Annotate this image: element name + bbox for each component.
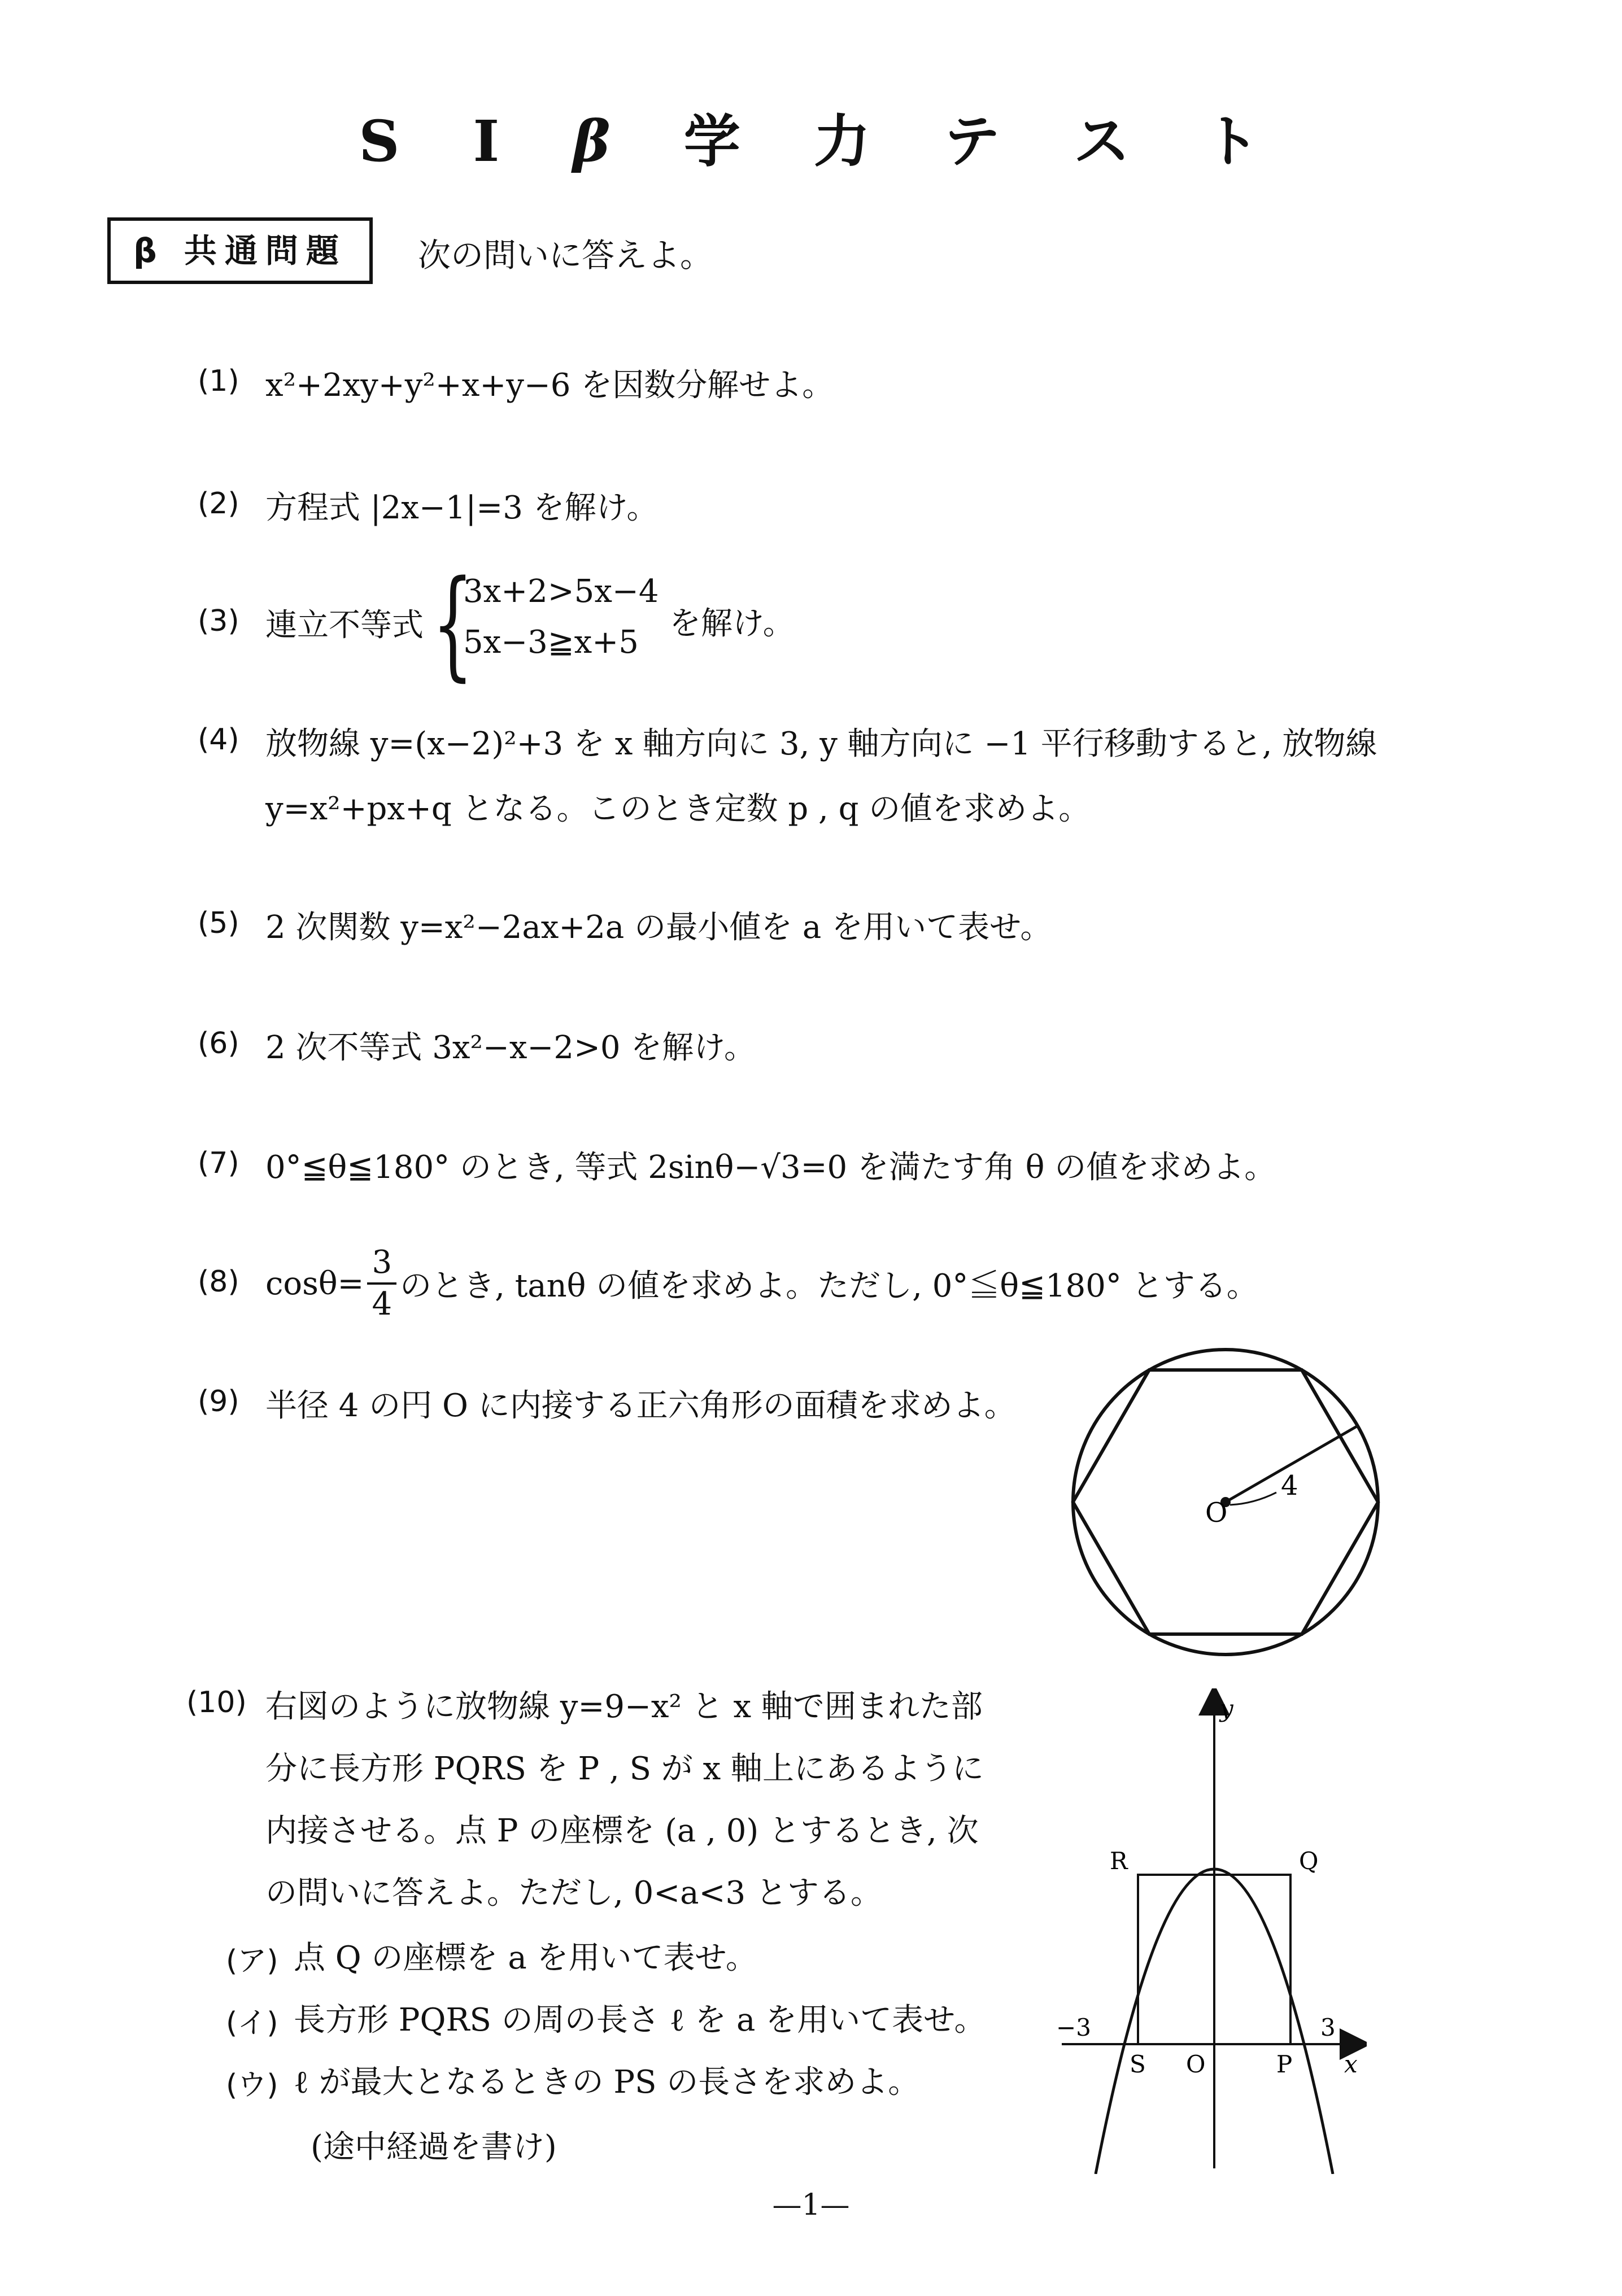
- title-char: 力: [813, 108, 874, 174]
- parabola-figure: [1050, 1688, 1367, 2174]
- question-number: (5): [198, 906, 239, 940]
- title-char: S: [359, 108, 403, 174]
- hexagon-figure: [1067, 1347, 1384, 1663]
- question-10-line3: 内接させる。点 P の座標を (a , 0) とするとき, 次: [265, 1813, 979, 1849]
- section-label-box: β 共通問題: [107, 217, 373, 284]
- question-10-line4: の問いに答えよ。ただし, 0<a<3 とする。: [265, 1875, 882, 1911]
- subquestion-c-text: ℓ が最大となるときの PS の長さを求めよ。: [294, 2064, 920, 2101]
- page-title: [0, 96, 1622, 177]
- y-axis-label: y: [1220, 1695, 1233, 1722]
- question-7-text: 0°≦θ≦180° のとき, 等式 2sinθ−√3=0 を満たす角 θ の値を求めよ。: [265, 1149, 1276, 1186]
- radius-label: 4: [1281, 1470, 1298, 1501]
- question-number: (10): [186, 1686, 247, 1719]
- fraction: [367, 1243, 396, 1324]
- label-plus-3: 3: [1320, 2014, 1336, 2041]
- question-8-rest: のとき, tanθ の値を求めよ。ただし, 0°≦θ≦180° とする。: [400, 1268, 1258, 1304]
- subquestion-a-text: 点 Q の座標を a を用いて表せ。: [294, 1940, 757, 1976]
- question-2-text: 方程式 |2x−1|=3 を解け。: [265, 490, 659, 526]
- question-6-text: 2 次不等式 3x²−x−2>0 を解け。: [265, 1029, 756, 1066]
- question-number: (2): [198, 487, 239, 521]
- subquestion-number: (イ): [226, 2006, 278, 2040]
- question-number: (4): [198, 723, 239, 757]
- title-char: I: [473, 108, 503, 174]
- question-number: (9): [198, 1385, 239, 1418]
- label-o: O: [1186, 2050, 1206, 2078]
- inequality-2: 5x−3≧x+5: [463, 624, 639, 661]
- subquestion-number: (ウ): [226, 2068, 278, 2102]
- title-char: β: [573, 108, 614, 174]
- question-10-line2: 分に長方形 PQRS を P , S が x 軸上にあるように: [265, 1751, 984, 1787]
- title-char: 学: [683, 108, 744, 174]
- fraction-denominator: 4: [372, 1286, 393, 1322]
- system-brace: {: [432, 555, 474, 693]
- x-axis-label: x: [1344, 2050, 1358, 2078]
- label-q: Q: [1299, 1847, 1319, 1875]
- question-9-text: 半径 4 の円 O に内接する正六角形の面積を求めよ。: [265, 1387, 1016, 1424]
- label-p: P: [1276, 2050, 1293, 2078]
- question-number: (3): [198, 604, 239, 638]
- cos-expression: cosθ=: [265, 1265, 364, 1302]
- question-8-text: [265, 1233, 1258, 1334]
- title-char: ト: [1203, 108, 1263, 174]
- question-1-text: x²+2xy+y²+x+y−6 を因数分解せよ。: [265, 367, 834, 404]
- section-instruction: 次の問いに答えよ。: [418, 236, 713, 274]
- question-number: (6): [198, 1027, 239, 1060]
- title-char: ス: [1073, 108, 1133, 174]
- question-3-prefix: 連立不等式: [265, 607, 424, 644]
- work-note: (途中経過を書け): [311, 2129, 557, 2166]
- inequality-1: 3x+2>5x−4: [463, 573, 659, 610]
- question-4-line2: y=x²+px+q となる。このとき定数 p , q の値を求めよ。: [265, 791, 1091, 827]
- question-10-line1: 右図のように放物線 y=9−x² と x 軸で囲まれた部: [265, 1688, 983, 1725]
- question-4-line1: 放物線 y=(x−2)²+3 を x 軸方向に 3, y 軸方向に −1 平行移動すると, 放物線: [265, 726, 1377, 762]
- fraction-numerator: 3: [367, 1243, 396, 1285]
- subquestion-number: (ア): [226, 1944, 278, 1978]
- question-number: (1): [198, 364, 239, 398]
- label-minus-3: −3: [1056, 2014, 1091, 2041]
- question-number: (8): [198, 1265, 239, 1299]
- question-3-suffix: を解け。: [669, 605, 795, 642]
- subquestion-b-text: 長方形 PQRS の周の長さ ℓ を a を用いて表せ。: [294, 2002, 986, 2039]
- center-label: O: [1205, 1497, 1228, 1529]
- question-5-text: 2 次関数 y=x²−2ax+2a の最小値を a を用いて表せ。: [265, 909, 1052, 946]
- title-char: テ: [943, 108, 1004, 174]
- label-r: R: [1110, 1847, 1128, 1875]
- label-s: S: [1130, 2050, 1146, 2078]
- page-number: —1—: [772, 2188, 850, 2222]
- question-number: (7): [198, 1146, 239, 1180]
